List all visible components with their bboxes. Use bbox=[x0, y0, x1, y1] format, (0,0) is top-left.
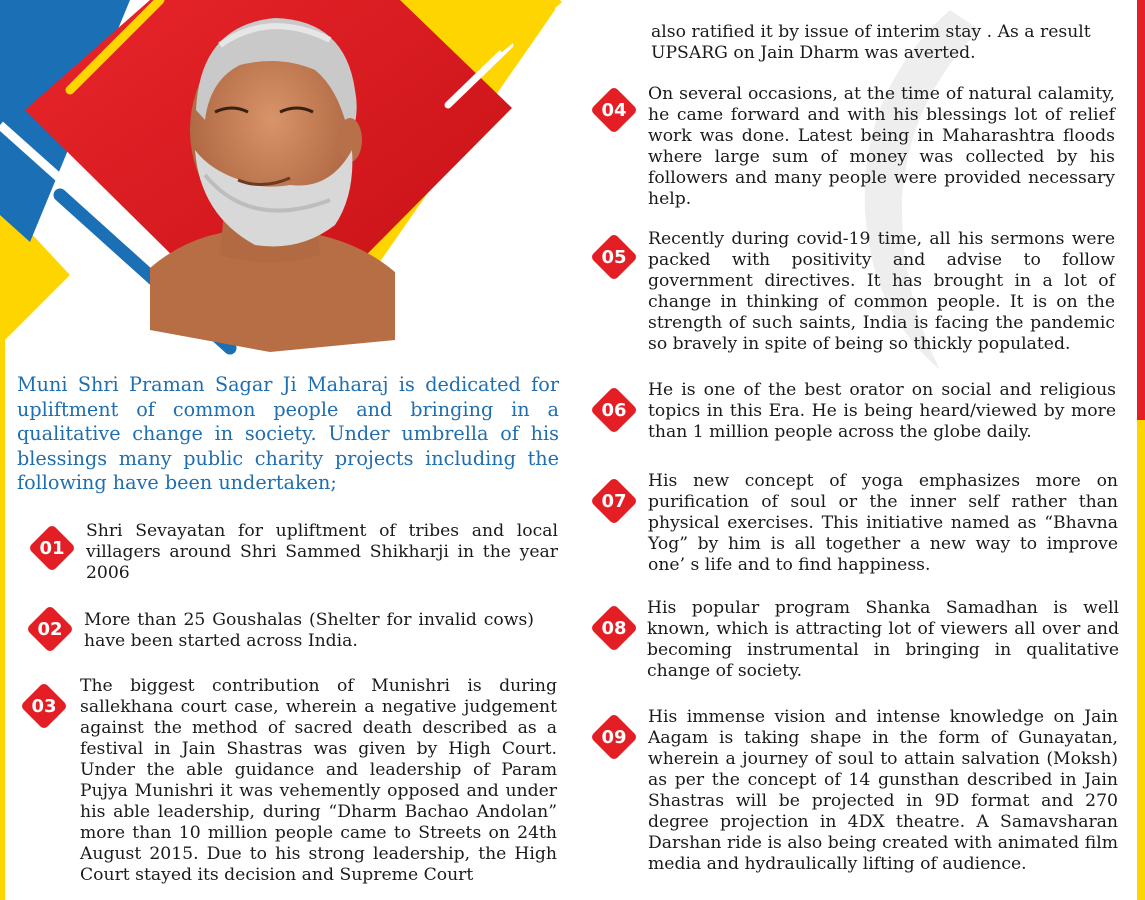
item-text: Shri Sevayatan for upliftment of tribes and local villagers around Shri Sammed Shikharji in the year 2006 bbox=[86, 521, 558, 583]
badge-number: 05 bbox=[601, 246, 627, 268]
left-edge-yellow-bar bbox=[0, 340, 5, 900]
number-badge bbox=[586, 229, 642, 285]
item-text: On several occasions, at the time of natural calamity, he came forward and with his blessings lot of relief work was done. Latest being in Maharashtra floods where large sum of money was collected by his followers and many people were provided necessary help. bbox=[648, 84, 1115, 209]
badge-number: 06 bbox=[601, 399, 627, 421]
item-text: The biggest contribution of Munishri is during sallekhana court case, wherein a negative judgement against the method of sacred death described as a festival in Jain Shastras was given by High Court. Under the able guidance and leadership of Param Pujya Munishri it was vehemently opposed and under his able leadership, during “Dharm Bachao Andolan” more than 10 million people came to Streets on 24th August 2015. Due to his strong leadership, the High Court stayed its decision and Supreme Court bbox=[80, 676, 557, 885]
number-badge bbox=[22, 601, 78, 657]
badge-number: 09 bbox=[601, 726, 627, 748]
right-edge-red-bar bbox=[1137, 0, 1145, 420]
item-text: His immense vision and intense knowledge on Jain Aagam is taking shape in the form of Gunayatan, wherein a journey of soul to attain salvation (Moksh) as per the concept of 14 gunsthan described in Jain Shastras will be projected in 9D format and 270 degree projection in 4DX theatre. A Samavsharan Darshan ride is also being created with animated film media and hydraulically lifting of audience. bbox=[648, 707, 1118, 874]
badge-number: 02 bbox=[37, 618, 63, 640]
item-text: His popular program Shanka Samadhan is well known, which is attracting lot of viewers all over and becoming instrumental in bringing in qualitative change of society. bbox=[647, 598, 1119, 681]
badge-number: 03 bbox=[31, 695, 57, 717]
badge-number: 01 bbox=[39, 537, 65, 559]
number-badge bbox=[586, 709, 642, 765]
number-badge bbox=[586, 600, 642, 656]
item-03-continuation: also ratified it by issue of interim stay . As a result UPSARG on Jain Dharm was averted. bbox=[651, 22, 1091, 63]
number-badge bbox=[586, 82, 642, 138]
number-badge bbox=[16, 678, 72, 734]
intro-paragraph: Muni Shri Praman Sagar Ji Maharaj is dedicated for upliftment of common people and bringing in a qualitative change in society. Under umbrella of his blessings many public charity projects including the following have been undertaken; bbox=[17, 373, 559, 494]
item-text: He is one of the best orator on social and religious topics in this Era. He is being heard/viewed by more than 1 million people across the globe daily. bbox=[648, 380, 1116, 442]
badge-number: 04 bbox=[601, 99, 627, 121]
number-badge bbox=[586, 382, 642, 438]
item-text: His new concept of yoga emphasizes more on purification of soul or the inner self rather than physical exercises. This initiative named as “Bhavna Yog” by him is all together a new way to improve one’ s life and to find happiness. bbox=[648, 471, 1118, 575]
right-edge-yellow-bar bbox=[1137, 420, 1145, 900]
badge-number: 08 bbox=[601, 617, 627, 639]
number-badge bbox=[24, 520, 80, 576]
item-text: More than 25 Goushalas (Shelter for invalid cows) have been started across India. bbox=[84, 610, 534, 651]
item-text: Recently during covid-19 time, all his sermons were packed with positivity and advise to follow government directives. It has brought in a lot of change in thinking of common people. It is on the strength of such saints, India is facing the pandemic so bravely in spite of being so thickly populated. bbox=[648, 229, 1115, 354]
number-badge bbox=[586, 473, 642, 529]
header-decoration bbox=[0, 0, 600, 370]
badge-number: 07 bbox=[601, 490, 627, 512]
